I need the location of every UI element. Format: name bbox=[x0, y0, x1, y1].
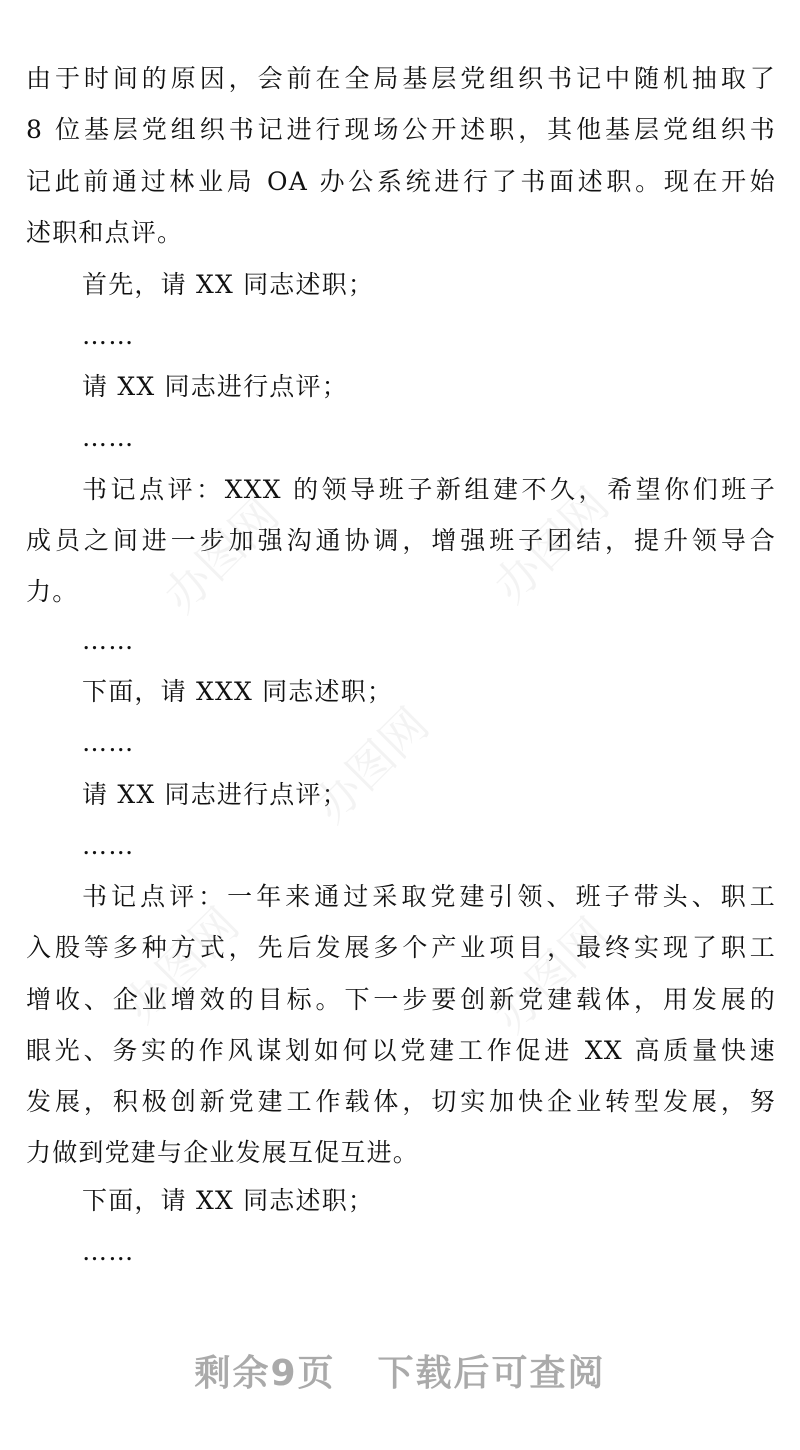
watermark: 办图网 bbox=[113, 897, 250, 1034]
paragraph-line: 入股等多种方式，先后发展多个产业项目，最终实现了职工 bbox=[26, 933, 776, 962]
cut-off-top-line bbox=[26, 0, 776, 16]
paragraph-line: 请 XX 同志进行点评； bbox=[82, 780, 348, 809]
ellipsis-line: …… bbox=[82, 831, 135, 860]
ellipsis-line: …… bbox=[82, 1237, 135, 1266]
watermark: 办图网 bbox=[303, 697, 440, 834]
watermark: 办图网 bbox=[153, 487, 290, 624]
paragraph-line: 眼光、务实的作风谋划如何以党建工作促进 XX 高质量快速 bbox=[26, 1036, 776, 1065]
paragraph-line: 力做到党建与企业发展互促互进。 bbox=[26, 1138, 420, 1167]
paragraph-line: 述职和点评。 bbox=[26, 218, 184, 247]
paragraph-line: 增收、企业增效的目标。下一步要创新党建载体，用发展的 bbox=[26, 985, 776, 1014]
paragraph-line: 8 位基层党组织书记进行现场公开述职，其他基层党组织书 bbox=[26, 115, 776, 144]
paragraph-line: 力。 bbox=[26, 577, 79, 606]
paragraph-line: 书记点评：一年来通过采取党建引领、班子带头、职工 bbox=[82, 882, 776, 911]
paragraph-line: 记此前通过林业局 OA 办公系统进行了书面述职。现在开始 bbox=[26, 167, 776, 196]
paragraph-line: 请 XX 同志进行点评； bbox=[82, 372, 348, 401]
watermark: 办图网 bbox=[483, 907, 620, 1044]
paragraph-line: 下面，请 XX 同志述职； bbox=[82, 1186, 375, 1215]
paragraph-line: 书记点评：XXX 的领导班子新组建不久，希望你们班子 bbox=[82, 475, 776, 504]
paragraph-line: 发展，积极创新党建工作载体，切实加快企业转型发展，努 bbox=[26, 1087, 776, 1116]
paragraph-line: 成员之间进一步加强沟通协调，增强班子团结，提升领导合 bbox=[26, 526, 776, 555]
watermark: 办图网 bbox=[483, 477, 620, 614]
paragraph-line: 由于时间的原因，会前在全局基层党组织书记中随机抽取了 bbox=[26, 64, 776, 93]
paragraph-line: 首先，请 XX 同志述职； bbox=[82, 270, 375, 299]
ellipsis-line: …… bbox=[82, 626, 135, 655]
remaining-pages-label[interactable]: 剩余9页 bbox=[194, 1353, 336, 1394]
download-prompt[interactable] bbox=[0, 1345, 800, 1405]
paragraph-line: 下面，请 XXX 同志述职； bbox=[82, 677, 394, 706]
download-to-view-label[interactable]: 下载后可查阅 bbox=[377, 1353, 606, 1394]
ellipsis-line: …… bbox=[82, 423, 135, 452]
ellipsis-line: …… bbox=[82, 728, 135, 757]
ellipsis-line: …… bbox=[82, 321, 135, 350]
